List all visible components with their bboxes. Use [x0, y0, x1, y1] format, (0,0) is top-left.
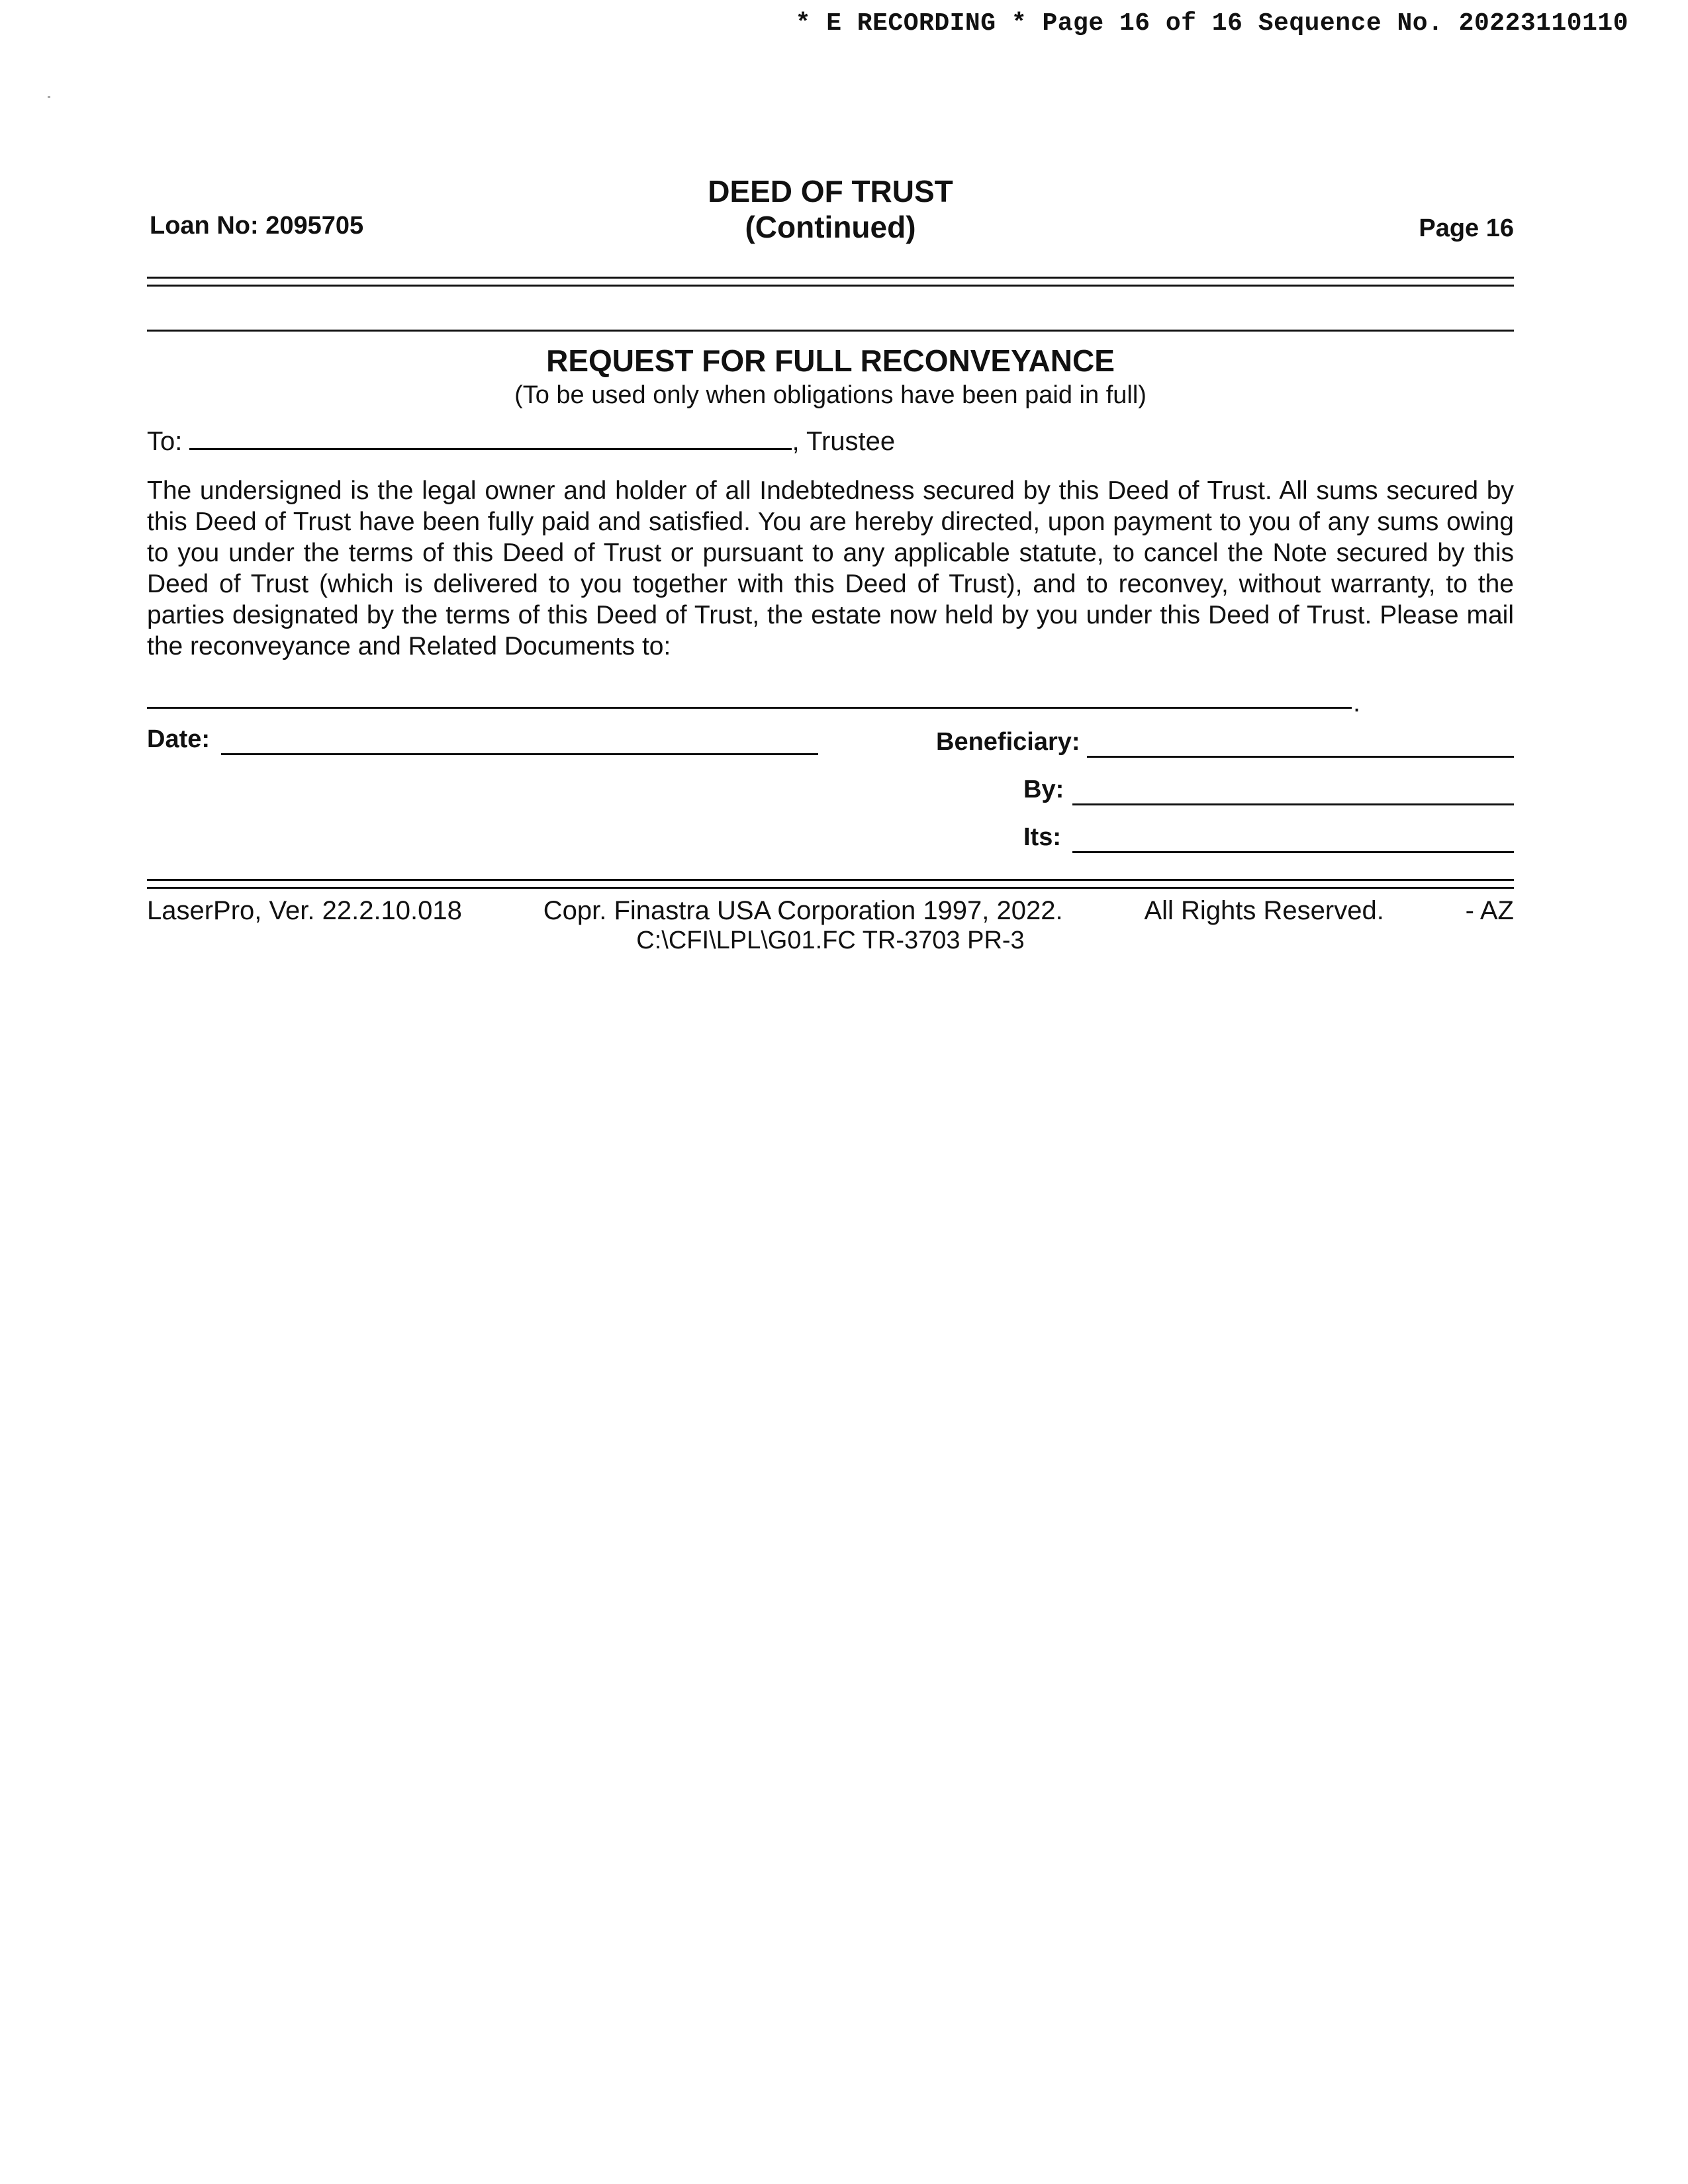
section-title: REQUEST FOR FULL RECONVEYANCE	[546, 343, 1115, 378]
beneficiary-label: Beneficiary:	[936, 728, 1080, 756]
header-divider-bottom	[147, 285, 1514, 287]
section-subtitle: (To be used only when obligations have been paid in full)	[514, 381, 1147, 409]
to-label: To:	[147, 427, 183, 456]
trustee-name-field[interactable]	[189, 447, 792, 450]
trustee-line	[147, 427, 895, 457]
reconveyance-body: The undersigned is the legal owner and holder of all Indebtedness secured by this Deed of Trust. All sums secured by this Deed of Trust have been fully paid and satisfied. You are hereby directed, upon payment to you of any sums owing to you under the terms of this Deed of Trust or pursuant to any applicable statute, to cancel the Note secured by this Deed of Trust (which is delivered to you together with this Deed of Trust), and to reconvey, without warranty, to the parties designated by the terms of this Deed of Trust, the estate now held by you under this Deed of Trust. Please mail the reconveyance and Related Documents to:	[147, 477, 1514, 660]
page-number: Page 16	[1419, 214, 1514, 242]
state-code: - AZ	[1465, 896, 1514, 925]
footer-info	[147, 896, 1514, 926]
date-label: Date:	[147, 725, 211, 753]
by-field[interactable]	[1072, 803, 1514, 805]
section-divider	[147, 330, 1514, 332]
rights-notice: All Rights Reserved.	[1144, 896, 1384, 925]
its-label: Its:	[1023, 823, 1061, 851]
document-header	[147, 173, 1514, 253]
footer-divider-bottom	[147, 887, 1514, 889]
form-file-info: C:\CFI\LPL\G01.FC TR-3703 PR-3	[636, 927, 1025, 954]
document-title-main: DEED OF TRUST	[708, 174, 953, 208]
scan-speck	[48, 96, 50, 98]
by-label: By:	[1023, 776, 1064, 803]
copyright-notice: Copr. Finastra USA Corporation 1997, 2022.	[543, 896, 1063, 925]
beneficiary-field[interactable]	[1087, 756, 1514, 758]
loan-number: Loan No: 2095705	[150, 212, 364, 240]
recording-banner: * E RECORDING * Page 16 of 16 Sequence No. 20223110110	[795, 9, 1628, 38]
header-divider-top	[147, 277, 1514, 279]
footer-divider-top	[147, 879, 1514, 881]
mail-to-period: .	[1353, 688, 1361, 717]
its-field[interactable]	[1072, 851, 1514, 853]
document-title	[147, 173, 1514, 245]
trustee-suffix: , Trustee	[792, 427, 896, 456]
date-field[interactable]	[221, 753, 818, 755]
software-version: LaserPro, Ver. 22.2.10.018	[147, 896, 462, 925]
mail-to-field[interactable]	[147, 707, 1352, 709]
document-title-continued: (Continued)	[745, 210, 916, 244]
